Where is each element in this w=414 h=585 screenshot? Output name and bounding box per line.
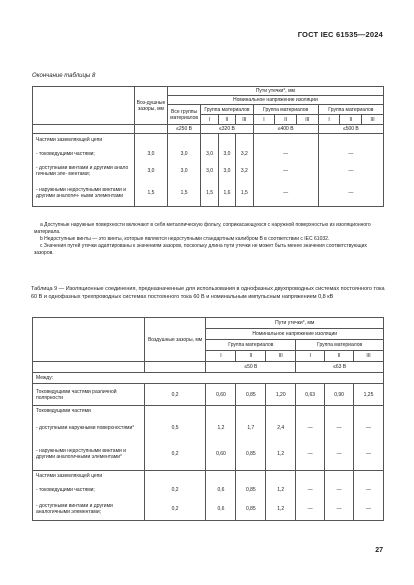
table-row: - токоведущими частями;	[33, 482, 145, 499]
table9-col-voltage: Номинальное напряжение изоляции	[206, 329, 384, 340]
table9-group2: Группа материалов	[296, 340, 384, 351]
table9-col-creepage: Пути утечки°, мм	[206, 318, 384, 329]
note-c: с Значения путей утечки адаптированы к значениям зазоров, поскольку длина пути утечки не может быть менее значения соответствующих зазоров.	[34, 243, 367, 256]
page-number: 27	[375, 547, 383, 554]
table-row: - токоведущими частями;	[33, 147, 135, 161]
page-header-title: ГОСТ IEC 61535—2024	[297, 30, 383, 39]
table8-sub: I	[318, 115, 340, 125]
table-row: - доступными винтами и другими анало гичными эле- ментами;	[33, 161, 135, 181]
table9-sub: I	[296, 351, 325, 362]
table8-group1: Группа материалов	[201, 105, 253, 115]
table8-voltage-500: ≤500 В	[318, 125, 383, 134]
table8-group2: Группа материалов	[253, 105, 318, 115]
table8-voltage-400: ≤400 В	[253, 125, 318, 134]
table8-sub: III	[236, 115, 253, 125]
table8-sub: I	[253, 115, 275, 125]
note-b: b Недоступные винты — это винты, которые являются недоступными стандартным калибром В в соответствии с IEC 61032.	[40, 236, 330, 242]
table8-section-label: Частями заземляющей цепи	[33, 134, 135, 147]
table9-between: Между:	[33, 373, 384, 384]
table9-sub: I	[206, 351, 236, 362]
table8-voltage-250: ≤250 В	[167, 125, 201, 134]
table8-sub: III	[362, 115, 384, 125]
table8-sub: II	[340, 115, 362, 125]
table9-sub: III	[266, 351, 296, 362]
table-row: Токоведущими частями различной полярности	[33, 384, 145, 406]
table8-col-voltage: Номинальное напряжение изоляции	[167, 96, 383, 105]
table8-sub: II	[275, 115, 297, 125]
table8-sub: III	[297, 115, 319, 125]
table8-caption: Окончание таблицы 8	[32, 73, 96, 79]
table9-sub: II	[236, 351, 266, 362]
table9-blank-header	[33, 318, 145, 362]
table9-voltage-50: ≤50 В	[206, 362, 296, 373]
table-row: - доступными винтами и другими аналогичными элементами;	[33, 499, 145, 521]
table-row: Частями заземляющей цепи	[33, 471, 145, 482]
table9-col-clearance: Воздушные зазоры, мм	[144, 318, 206, 362]
note-a: а Доступные наружные поверхности включают в себя металлическую фольгу, соприкасающуюся с наружной поверхностью из изоляционного материала.	[34, 222, 371, 235]
table-row: - наружными недоступными винтами и другими аналогич- ными элементами	[33, 181, 135, 207]
table8-sub: I	[201, 115, 218, 125]
table-row: - наружными недоступными винтами и другими аналогичными элементами°	[33, 439, 145, 471]
table9-title: Таблица 9 — Изоляционные соединения, предназначенные для использования в однофазных двухпроводных системах постоянного тока 60 В и однофазных трехпроводных системах постоянного тока 60 В и номинальным импульсным напряжением 0,8 кВ	[31, 286, 385, 300]
table8-sub: II	[218, 115, 235, 125]
table8-blank-header	[33, 87, 135, 125]
table-row: Токоведущими частями	[33, 406, 145, 417]
table8-col-all-groups: Все группы материалов	[167, 105, 201, 125]
table8-group3: Группа материалов	[318, 105, 383, 115]
table9: Воздушные зазоры, мм Пути утечки°, мм Номинальное напряжение изоляции Группа материалов Группа материалов I II III I II III ≤50 В ≤63 В Между: Токоведущими частями различной полярности 0,2 0,60 0,85 1,20 0,63 0,90 1,25 Токоведущими частями - доступными наружными поверхностями° 0,5 1,2 1,7 2,4 — — — - наружными недоступными винтами и другими аналогичными элементами° 0,2 0,60 0,85 1,2 — — — Частями заземляющей цепи - токоведущими частями; 0,2 0,6 0,85 1,2 — — — - доступными винтами и другими аналогичными элементами; 0,2 0,6 0,85 1,2 — — —	[32, 317, 384, 521]
table8-col-clearance: Воз-душные зазоры, мм	[135, 87, 168, 125]
table9-group1: Группа материалов	[206, 340, 296, 351]
table8: Воз-душные зазоры, мм Пути утечки°, мм Номинальное напряжение изоляции Все группы материалов Группа материалов Группа материалов Группа материалов I II III I II III I II III ≤250 В ≤320 В ≤400 В ≤500 В Частями заземляющей цепи - токоведущими частями; 3,0 3,0 3,0 3,0 3,2 — — - доступными винтами и другими анало гичными эле- ментами; 3,0 3,0 3,0 3,0 3,2 — — - наружными недоступными винтами и другими аналогич- ными элементами 1,5 1,5 1,5 1,6 1,5 — —	[32, 86, 384, 207]
table9-sub: II	[325, 351, 354, 362]
table8-notes	[34, 222, 384, 257]
table8-col-creepage: Пути утечки°, мм	[167, 87, 383, 96]
table8-voltage-320: ≤320 В	[201, 125, 253, 134]
table9-voltage-63: ≤63 В	[296, 362, 384, 373]
table9-sub: III	[354, 351, 384, 362]
table-row: - доступными наружными поверхностями°	[33, 417, 145, 439]
